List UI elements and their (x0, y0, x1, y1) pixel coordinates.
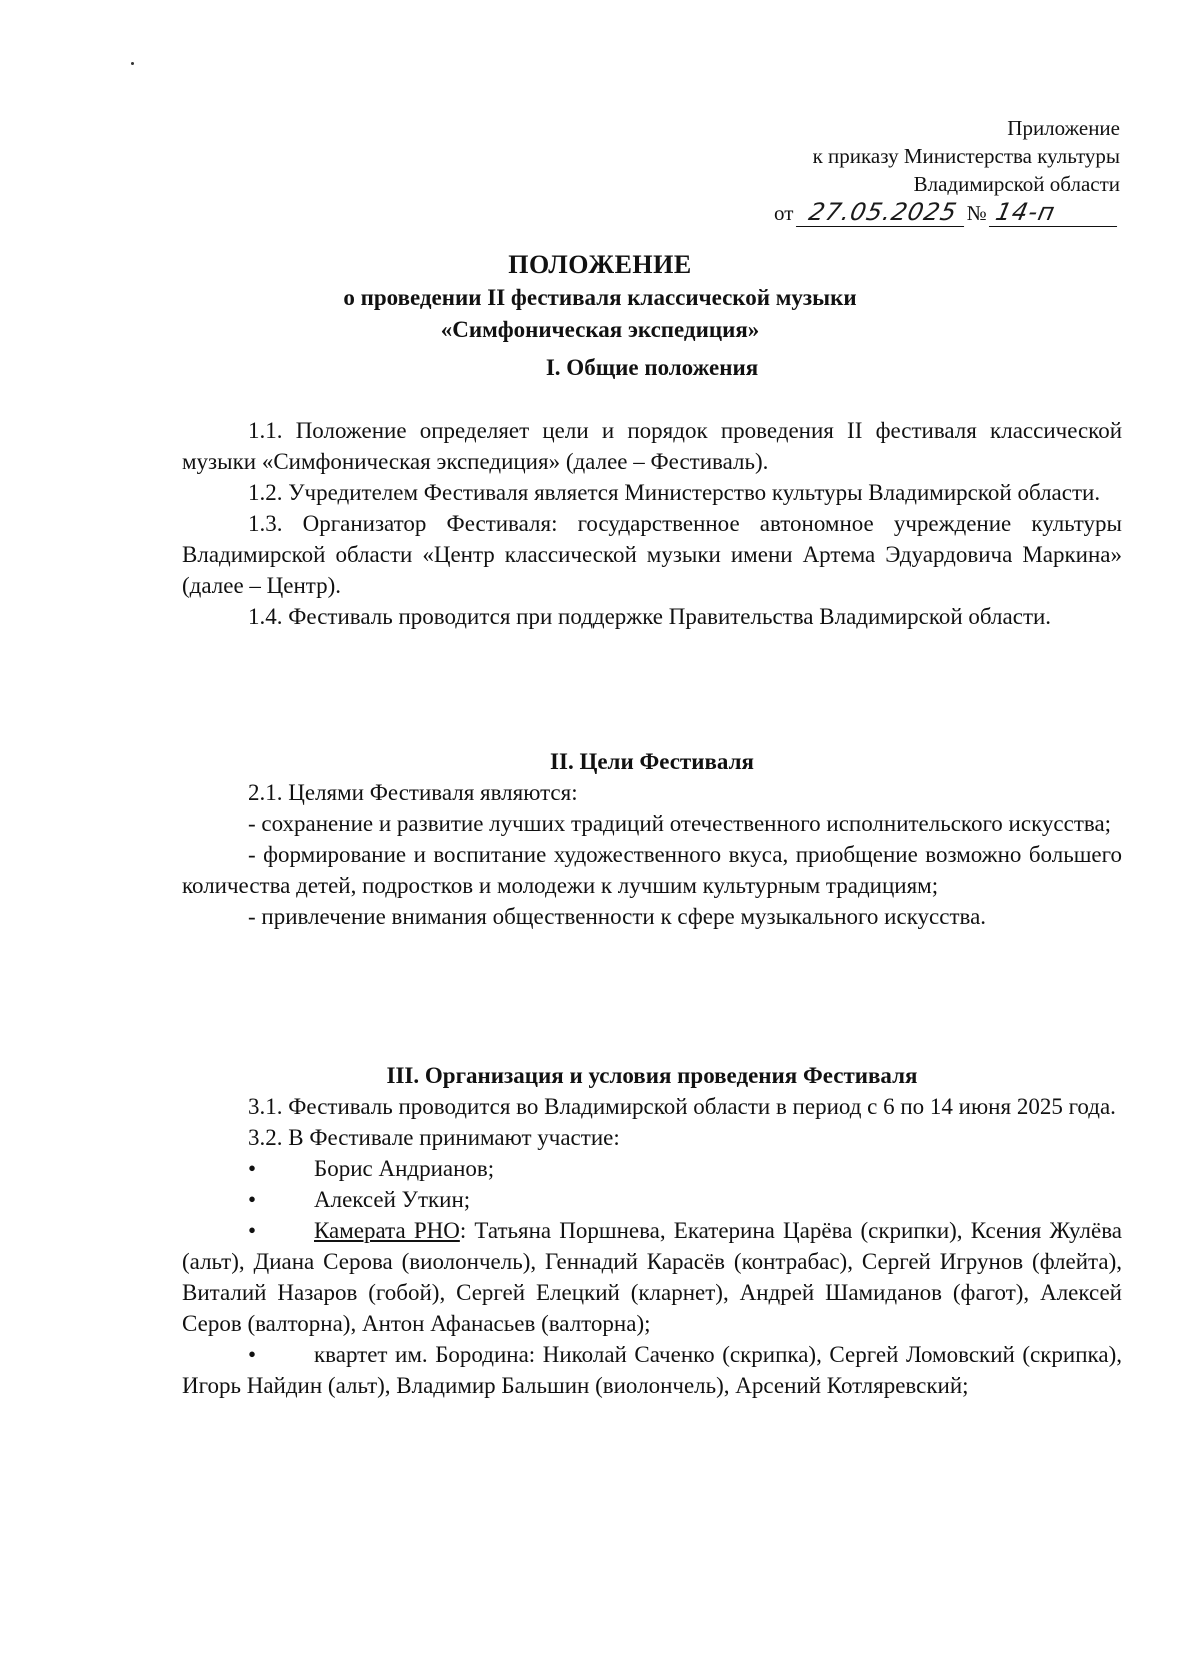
participant-item (182, 1215, 1122, 1339)
appendix-date-line (600, 198, 1120, 227)
title-sub-2: «Симфоническая экспедиция» (440, 317, 760, 342)
section-heading-goals: II. Цели Фестиваля (550, 749, 754, 774)
participant-item (182, 1184, 1122, 1215)
paragraph-2-goal-3: - привлечение внимания общественности к сфере музыкального искусства. (248, 904, 987, 929)
paragraph-1-4: 1.4. Фестиваль проводится при поддержке Правительства Владимирской области. (248, 604, 1052, 629)
paragraph-1-2: 1.2. Учредителем Фестиваля является Министерство культуры Владимирской области. (248, 480, 1101, 505)
appendix-line-3: Владимирской области (913, 172, 1120, 196)
paragraph-2-goal-2: - формирование и воспитание художественного вкуса, приобщение возможно большего количества детей, подростков и молодежи к лучшим культурным традициям; (182, 842, 1122, 898)
paragraph-3-2: 3.2. В Фестивале принимают участие: (248, 1125, 620, 1150)
participant-text: квартет им. Бородина: Николай Саченко (скрипка), Сергей Ломовский (скрипка), Игорь Найдин (альт), Владимир Бальшин (виолончель), Арсений Котляревский; (182, 1342, 1122, 1398)
number-sign: № (966, 201, 987, 225)
bullet-marker: • (248, 1218, 257, 1243)
title-main: ПОЛОЖЕНИЕ (508, 250, 692, 279)
section-heading-general: I. Общие положения (545, 355, 759, 380)
appendix-line-1: Приложение (1007, 116, 1120, 140)
participant-text: Алексей Уткин; (314, 1187, 471, 1212)
bullet-marker: • (248, 1187, 257, 1212)
participant-item (182, 1153, 1122, 1184)
camerata-link[interactable]: Камерата РНО (314, 1218, 460, 1243)
section-general (182, 352, 1122, 632)
paragraph-3-1: 3.1. Фестиваль проводится во Владимирской области в период с 6 по 14 июня 2025 года. (248, 1094, 1116, 1119)
appendix-block (600, 114, 1120, 227)
participant-text: : Татьяна Поршнева, Екатерина Царёва (скрипки), Ксения Жулёва (альт), Диана Серова (виолончель), Геннадий Карасёв (контрабас), Сергей Игрунов (флейта), Виталий Назаров (гобой), Сергей Елецкий (кларнет), Андрей Шамиданов (фагот), Алексей Серов (валторна), Антон Афанасьев (валторна); (182, 1218, 1122, 1336)
bullet-marker: • (248, 1342, 257, 1367)
title-sub-1: о проведении II фестиваля классической музыки (343, 285, 857, 310)
participant-item (182, 1339, 1122, 1401)
handwritten-date: 27.05.2025 (796, 198, 970, 227)
from-prefix: от (774, 201, 794, 225)
section-goals (182, 746, 1122, 932)
participant-text: Борис Андрианов; (314, 1156, 495, 1181)
paragraph-2-goal-1: - сохранение и развитие лучших традиций отечественного исполнительского искусства; (248, 811, 1112, 836)
appendix-line-2: к приказу Министерства культуры (812, 144, 1120, 168)
scan-speck (131, 62, 134, 65)
handwritten-number: 14-п (989, 198, 1123, 227)
paragraph-1-3: 1.3. Организатор Фестиваля: государственное автономное учреждение культуры Владимирской области «Центр классической музыки имени Артема Эдуардовича Маркина» (далее – Центр). (182, 511, 1122, 598)
bullet-marker: • (248, 1156, 257, 1181)
paragraph-2-1: 2.1. Целями Фестиваля являются: (248, 780, 578, 805)
paragraph-1-1: 1.1. Положение определяет цели и порядок проведения II фестиваля классической музыки «Симфоническая экспедиция» (далее – Фестиваль). (182, 418, 1122, 474)
document-title (0, 248, 1200, 346)
section-organization (182, 1060, 1122, 1401)
section-heading-organization: III. Организация и условия проведения Фестиваля (386, 1063, 918, 1088)
